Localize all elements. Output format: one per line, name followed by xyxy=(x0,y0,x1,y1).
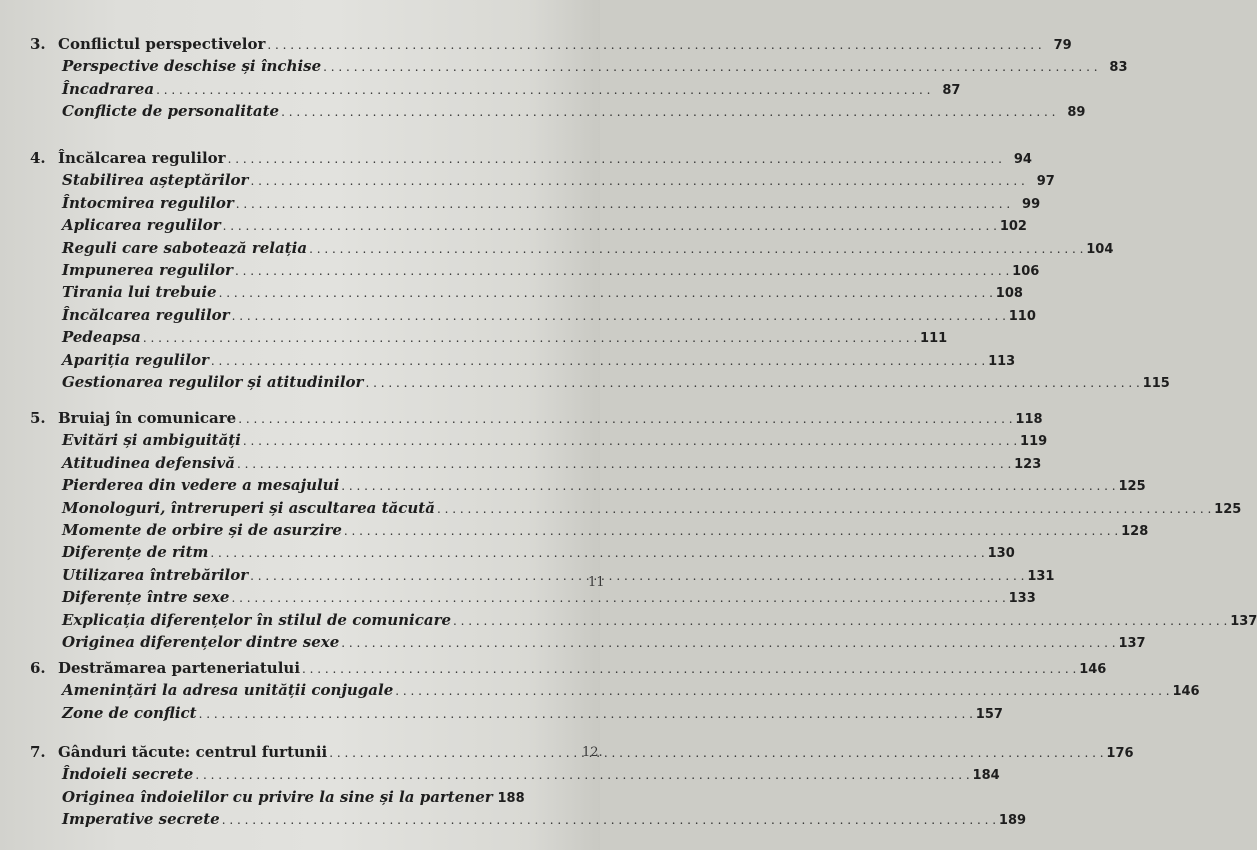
leader-dots xyxy=(236,193,1010,215)
section-entry xyxy=(0,541,1015,563)
page-number: 89 xyxy=(1067,105,1086,121)
page-number: 99 xyxy=(1022,196,1041,212)
leader-dots xyxy=(238,408,1012,430)
section-title: Perspective deschise și închise xyxy=(62,57,322,76)
leader-dots xyxy=(143,327,917,349)
chapter-entry xyxy=(0,407,1043,429)
page-number: 97 xyxy=(1036,174,1055,190)
leader-dots xyxy=(250,565,1024,587)
section-title: Gestionarea regulilor și atitudinilor xyxy=(62,373,364,391)
section-entry xyxy=(0,429,1048,451)
leader-dots xyxy=(243,430,1017,452)
section-entry xyxy=(0,474,1146,496)
section-title: Aplicarea regulilor xyxy=(62,216,221,235)
section-title: Diferențe între sexe xyxy=(62,588,230,607)
leader-dots xyxy=(250,170,1024,192)
page-number: 87 xyxy=(942,82,961,98)
leader-dots xyxy=(210,542,984,564)
section-entry xyxy=(0,192,1041,214)
page-number: 157 xyxy=(975,706,1003,722)
margin-note: 11 xyxy=(588,575,605,590)
section-title: Încadrarea xyxy=(62,79,155,98)
page-number: 110 xyxy=(1008,308,1036,324)
chapter-number: 3. xyxy=(30,35,46,53)
leader-dots xyxy=(235,260,1009,282)
section-title: Originea îndoielilor cu privire la sine și la partener xyxy=(62,787,493,806)
page-number: 130 xyxy=(987,546,1015,562)
section-title: Atitudinea defensivă xyxy=(62,453,235,472)
leader-dots xyxy=(329,742,1103,764)
section-entry xyxy=(0,586,1036,608)
section-entry xyxy=(0,679,1200,701)
section-entry xyxy=(0,564,1055,586)
page-number: 118 xyxy=(1015,412,1043,427)
section-title: Impunerea regulilor xyxy=(62,261,233,279)
section-entry xyxy=(0,78,961,100)
page-number: 137 xyxy=(1230,613,1257,629)
leader-dots xyxy=(437,498,1211,520)
page-number: 102 xyxy=(999,219,1027,235)
leader-dots xyxy=(395,680,1169,702)
section-title: Pierderea din vedere a mesajului xyxy=(62,476,340,495)
margin-note: 12. xyxy=(582,745,603,760)
section-entry xyxy=(0,349,1016,371)
chapter-entry xyxy=(0,741,1134,763)
section-entry xyxy=(0,702,1003,724)
leader-dots xyxy=(309,238,1083,260)
section-entry xyxy=(0,169,1055,191)
leader-dots xyxy=(199,703,973,725)
page-number: 106 xyxy=(1012,264,1040,279)
chapter-title: Bruiaj în comunicare xyxy=(58,409,237,427)
leader-dots xyxy=(222,809,996,831)
page-number: 83 xyxy=(1109,60,1128,76)
leader-dots xyxy=(341,475,1115,497)
chapter-title: Destrămarea parteneriatului xyxy=(58,659,301,677)
leader-dots xyxy=(232,305,1006,327)
page-number: 111 xyxy=(920,331,948,347)
leader-dots xyxy=(281,101,1055,123)
section-title: Stabilirea așteptărilor xyxy=(62,171,249,190)
section-entry xyxy=(0,519,1149,541)
leader-dots xyxy=(211,350,985,372)
section-title: Diferențe de ritm xyxy=(62,543,209,562)
chapter-number: 4. xyxy=(30,149,46,167)
section-entry xyxy=(0,55,1128,77)
section-entry xyxy=(0,326,948,348)
page-number: 133 xyxy=(1008,591,1036,607)
section-entry xyxy=(0,763,1000,785)
page-number: 125 xyxy=(1214,501,1242,517)
section-title: Monologuri, întreruperi și ascultarea tăcută xyxy=(62,498,435,517)
section-entry xyxy=(0,259,1040,281)
page-number: 128 xyxy=(1121,524,1149,539)
chapter-title: Conflictul perspectivelor xyxy=(58,35,266,53)
section-title: Reguli care sabotează relația xyxy=(62,238,308,257)
page-number: 146 xyxy=(1079,662,1107,677)
section-entry xyxy=(0,786,600,808)
page-number: 125 xyxy=(1118,479,1146,495)
page-number: 104 xyxy=(1086,241,1114,257)
page-number: 94 xyxy=(1013,152,1032,167)
section-entry xyxy=(0,281,1023,303)
leader-dots xyxy=(237,453,1011,475)
chapter-entry xyxy=(0,657,1107,679)
section-entry xyxy=(0,304,1036,326)
chapter-number: 6. xyxy=(30,659,46,677)
section-entry xyxy=(0,452,1042,474)
section-title: Utilizarea întrebărilor xyxy=(62,565,249,584)
chapter-entry xyxy=(0,147,1032,169)
section-title: Încălcarea regulilor xyxy=(62,305,230,324)
leader-dots xyxy=(323,56,1097,78)
section-title: Conflicte de personalitate xyxy=(62,102,280,121)
leader-dots xyxy=(344,520,1118,542)
leader-dots xyxy=(341,632,1115,654)
section-entry xyxy=(0,371,1170,393)
leader-dots xyxy=(223,215,997,237)
page-number: 131 xyxy=(1027,568,1055,584)
section-title: Îndoieli secrete xyxy=(62,765,194,784)
section-title: Amenințări la adresa unității conjugale xyxy=(62,681,394,700)
chapter-title: Încălcarea regulilor xyxy=(58,149,226,167)
section-title: Apariția regulilor xyxy=(62,350,209,369)
leader-dots xyxy=(195,764,969,786)
chapter-number: 7. xyxy=(30,743,46,761)
section-title: Momente de orbire și de asurzire xyxy=(62,521,342,539)
section-title: Tirania lui trebuie xyxy=(62,283,217,302)
chapter-number: 5. xyxy=(30,409,46,427)
page-number: 189 xyxy=(998,813,1027,829)
page-number: 137 xyxy=(1118,636,1146,651)
section-title: Originea diferențelor dintre sexe xyxy=(62,633,340,651)
section-title: Explicația diferențelor în stilul de comunicare xyxy=(62,610,452,629)
leader-dots xyxy=(365,372,1139,394)
section-title: Întocmirea regulilor xyxy=(62,193,234,212)
section-entry xyxy=(0,214,1027,236)
section-title: Evitări și ambiguități xyxy=(62,431,241,450)
section-entry xyxy=(0,100,1086,122)
leader-dots xyxy=(219,282,993,304)
leader-dots xyxy=(267,34,1041,56)
section-title: Zone de conflict xyxy=(62,703,197,722)
section-entry xyxy=(0,609,1257,631)
section-entry xyxy=(0,631,1146,653)
page-number: 123 xyxy=(1014,456,1042,472)
section-entry xyxy=(0,808,1027,830)
page-number: 184 xyxy=(972,768,1000,784)
leader-dots xyxy=(302,658,1076,680)
chapter-entry xyxy=(0,33,1072,55)
page-number: 108 xyxy=(995,286,1023,302)
page-number: 146 xyxy=(1172,684,1200,700)
section-title: Imperative secrete xyxy=(62,810,220,829)
leader-dots xyxy=(453,610,1227,632)
section-title: Pedeapsa xyxy=(62,328,141,347)
leader-dots xyxy=(231,587,1005,609)
page-number: 113 xyxy=(988,353,1016,369)
section-entry xyxy=(0,237,1114,259)
section-entry xyxy=(0,497,1242,519)
leader-dots xyxy=(156,79,930,101)
chapter-title: Gânduri tăcute: centrul furtunii xyxy=(58,743,328,761)
page-number: 79 xyxy=(1053,38,1072,53)
leader-dots xyxy=(228,148,1002,170)
page-number: 188 xyxy=(497,790,525,806)
page-number: 119 xyxy=(1020,434,1048,450)
page-number: 176 xyxy=(1106,746,1134,761)
page-number: 115 xyxy=(1142,376,1170,391)
